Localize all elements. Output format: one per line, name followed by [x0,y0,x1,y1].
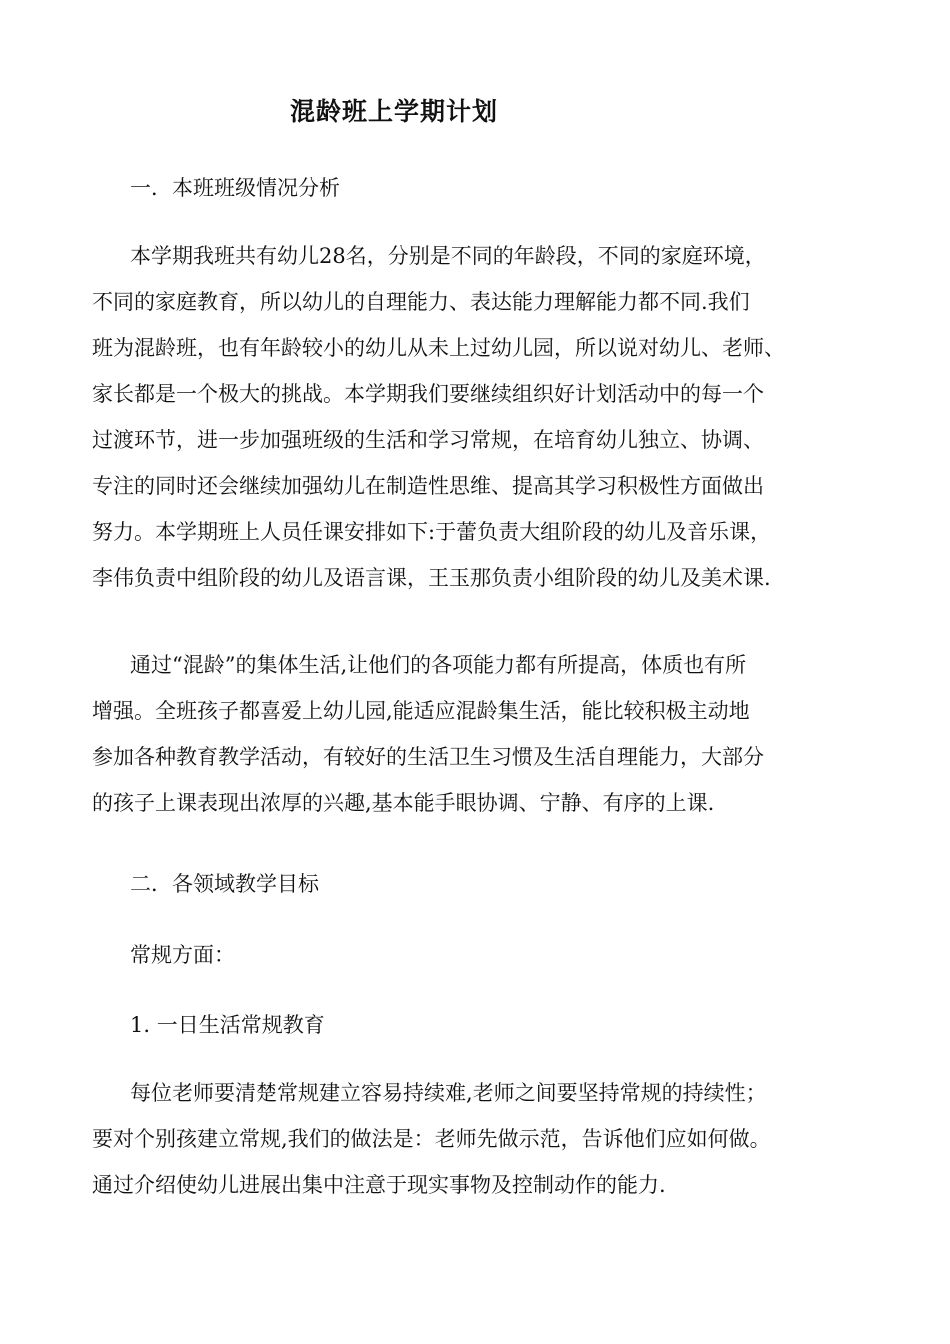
document-title: 混龄班上学期计划 [290,97,499,126]
paragraph-line: 的孩子上课表现出浓厚的兴趣,基本能手眼协调、宁静、有序的上课. [92,791,715,815]
paragraph-daily-routine [92,1070,872,1208]
paragraph-class-analysis [92,233,872,601]
section-1-heading: 一．本班班级情况分析 [130,176,340,200]
paragraph-mixed-age-life [92,642,872,826]
paragraph-line: 班为混龄班，也有年龄较小的幼儿从未上过幼儿园，所以说对幼儿、老师、 [92,336,785,360]
paragraph-line: 增强。全班孩子都喜爱上幼儿园,能适应混龄集生活，能比较积极主动地 [92,699,750,723]
paragraph-line: 本学期我班共有幼儿28名，分别是不同的年龄段，不同的家庭环境， [130,244,766,268]
paragraph-line: 专注的同时还会继续加强幼儿在制造性思维、提高其学习积极性方面做出 [92,474,764,498]
paragraph-line: 通过介绍使幼儿进展出集中注意于现实事物及控制动作的能力. [92,1173,666,1197]
item-1-heading: 1. 一日生活常规教育 [130,1013,325,1037]
paragraph-line: 努力。本学期班上人员任课安排如下:于蕾负责大组阶段的幼儿及音乐课， [92,520,772,544]
paragraph-line: 家长都是一个极大的挑战。本学期我们要继续组织好计划活动中的每一个 [92,382,764,406]
paragraph-line: 李伟负责中组阶段的幼儿及语言课，王玉那负责小组阶段的幼儿及美术课. [92,566,771,590]
paragraph-line: 过渡环节，进一步加强班级的生活和学习常规，在培育幼儿独立、协调、 [92,428,764,452]
section-2-heading: 二．各领域教学目标 [130,872,319,896]
paragraph-line: 每位老师要清楚常规建立容易持续难,老师之间要坚持常规的持续性； [130,1081,767,1105]
paragraph-line: 参加各种教育教学活动，有较好的生活卫生习惯及生活自理能力，大部分 [92,745,764,769]
paragraph-line: 不同的家庭教育，所以幼儿的自理能力、表达能力理解能力都不同.我们 [92,290,750,314]
sub-heading-routine: 常规方面： [130,943,235,967]
paragraph-line: 通过“混龄”的集体生活,让他们的各项能力都有所提高，体质也有所 [130,653,747,677]
paragraph-line: 要对个别孩建立常规,我们的做法是：老师先做示范，告诉他们应如何做。 [92,1127,771,1151]
